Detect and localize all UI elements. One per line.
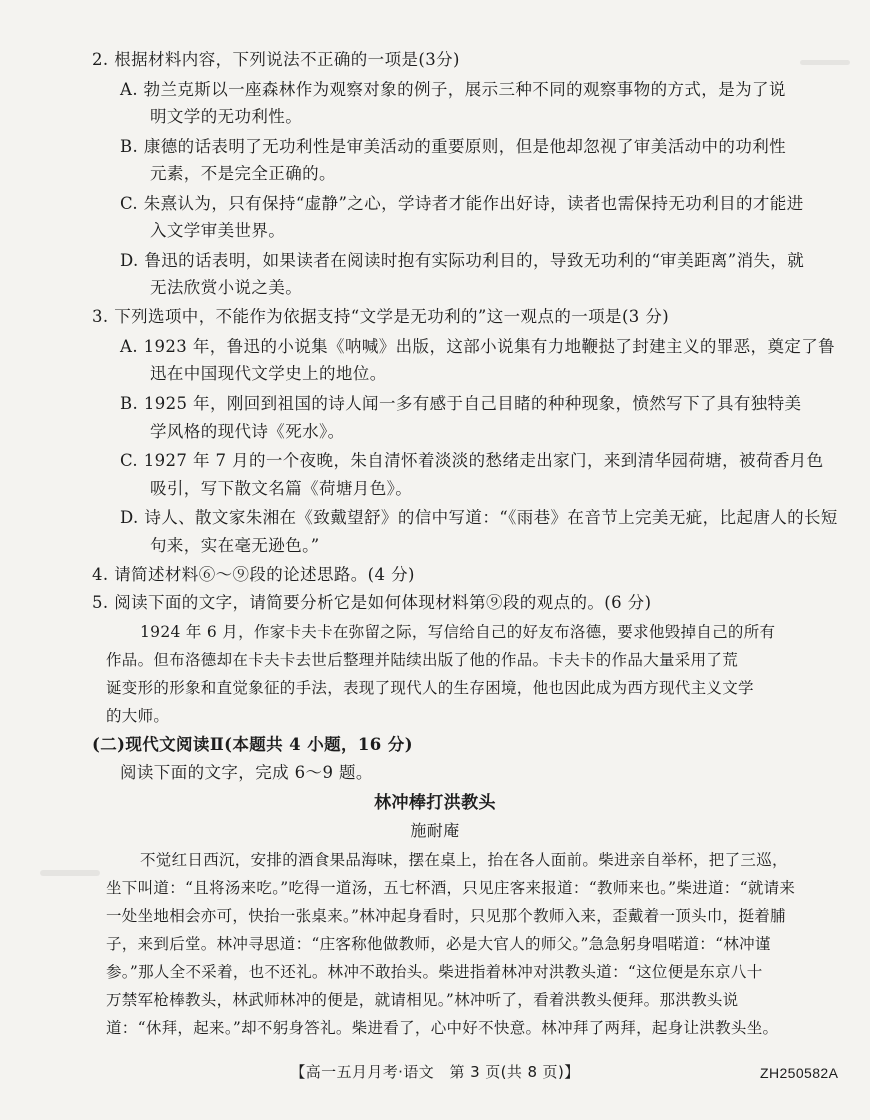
- section-instruction: 阅读下面的文字，完成 6～9 题。: [120, 763, 373, 782]
- scan-smudge: [40, 870, 100, 876]
- page-footer: 【高一五月月考·语文 第 3 页(共 8 页)】: [290, 1063, 580, 1081]
- q5-passage-line: 作品。但布洛德却在卡夫卡去世后整理并陆续出版了他的作品。卡夫卡的作品大量采用了荒: [106, 651, 739, 669]
- question-2-stem: 2. 根据材料内容，下列说法不正确的一项是(3分): [92, 50, 460, 69]
- q5-passage-line: 的大师。: [106, 707, 170, 725]
- question-5-stem: 5. 阅读下面的文字，请简要分析它是如何体现材料第⑨段的观点的。(6 分): [92, 593, 652, 612]
- q3-option-d-cont: 句来，实在毫无逊色。”: [150, 536, 320, 555]
- q3-option-b-cont: 学风格的现代诗《死水》。: [150, 422, 345, 441]
- q2-option-b-cont: 元素，不是完全正确的。: [150, 164, 336, 183]
- passage-body-line: 参。”那人全不采着，也不还礼。林冲不敢抬头。柴进指着林冲对洪教头道：“这位便是东京八十: [106, 963, 763, 981]
- passage-body-line: 一处坐地相会亦可，快抬一张桌来。”林冲起身看时，只见那个教师入来，歪戴着一顶头巾，挺着脯: [106, 907, 786, 925]
- q5-passage-line: 诞变形的形象和直觉象征的手法，表现了现代人的生存困境，他也因此成为西方现代主义文学: [106, 679, 754, 697]
- passage-body-line: 万禁军枪棒教头，林武师林冲的便是，就请相见。”林冲听了，看着洪教头便拜。那洪教头说: [106, 991, 739, 1009]
- question-3-stem: 3. 下列选项中，不能作为依据支持“文学是无功利的”这一观点的一项是(3 分): [92, 307, 670, 326]
- passage-body-line: 道：“休拜，起来。”却不躬身答礼。柴进看了，心中好不快意。林冲拜了两拜，起身让洪教头坐。: [106, 1019, 779, 1037]
- passage-title: 林冲棒打洪教头: [374, 793, 496, 813]
- q2-option-d-cont: 无法欣赏小说之美。: [150, 278, 303, 297]
- q3-option-c: C. 1927 年 7 月的一个夜晚，朱自清怀着淡淡的愁绪走出家门，来到清华园荷塘，被荷香月色: [120, 451, 824, 470]
- q3-option-b: B. 1925 年，刚回到祖国的诗人闻一多有感于自己目睹的种种现象，愤然写下了具有独特美: [120, 394, 802, 413]
- q2-option-b: B. 康德的话表明了无功利性是审美活动的重要原则，但是他却忽视了审美活动中的功利性: [120, 137, 787, 156]
- section-heading: (二)现代文阅读Ⅱ(本题共 4 小题，16 分): [92, 735, 413, 754]
- question-4-stem: 4. 请简述材料⑥～⑨段的论述思路。(4 分): [92, 565, 415, 584]
- passage-body-line: 子，来到后堂。林冲寻思道：“庄客称他做教师，必是大官人的师父。”急急躬身唱喏道：“林冲谨: [106, 935, 771, 953]
- exam-code: ZH250582A: [760, 1065, 839, 1081]
- q3-option-c-cont: 吸引，写下散文名篇《荷塘月色》。: [150, 479, 413, 498]
- q2-option-c-cont: 入文学审美世界。: [150, 221, 286, 240]
- passage-author: 施耐庵: [410, 821, 460, 840]
- q2-option-a: A. 勃兰克斯以一座森林作为观察对象的例子，展示三种不同的观察事物的方式，是为了说: [120, 80, 786, 99]
- q3-option-a-cont: 迅在中国现代文学史上的地位。: [150, 364, 387, 383]
- scan-smudge: [800, 60, 850, 65]
- q5-passage-line: 1924 年 6 月，作家卡夫卡在弥留之际，写信给自己的好友布洛德，要求他毁掉自己的所有: [140, 623, 776, 641]
- passage-body-line: 坐下叫道：“且将汤来吃。”吃得一道汤，五七杯酒，只见庄客来报道：“教师来也。”柴进道：“就请来: [106, 879, 796, 897]
- q2-option-c: C. 朱熹认为，只有保持“虚静”之心，学诗者才能作出好诗，读者也需保持无功利目的才能进: [120, 194, 804, 213]
- q3-option-a: A. 1923 年，鲁迅的小说集《呐喊》出版，这部小说集有力地鞭挞了封建主义的罪恶，奠定了鲁: [120, 337, 836, 356]
- q2-option-d: D. 鲁迅的话表明，如果读者在阅读时抱有实际功利目的，导致无功利的“审美距离”消失，就: [120, 251, 805, 270]
- passage-body-line: 不觉红日西沉，安排的酒食果品海味，摆在桌上，抬在各人面前。柴进亲自举杯，把了三巡，: [140, 851, 788, 869]
- q2-option-a-cont: 明文学的无功利性。: [150, 107, 303, 126]
- q3-option-d: D. 诗人、散文家朱湘在《致戴望舒》的信中写道：“《雨巷》在音节上完美无疵，比起唐人的长短: [120, 508, 838, 527]
